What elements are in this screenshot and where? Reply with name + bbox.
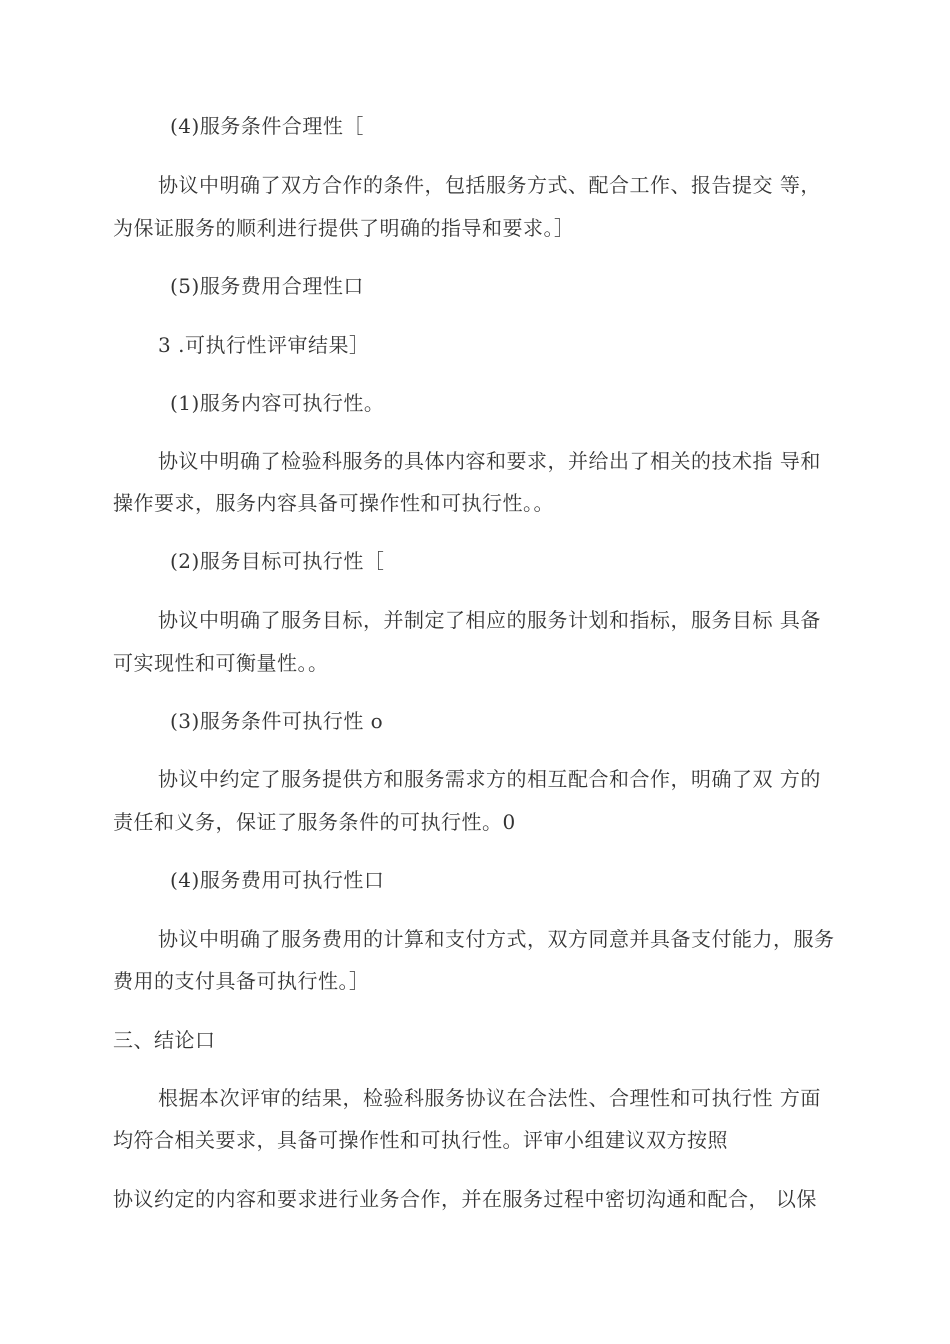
paragraph-line: 根据本次评审的结果，检验科服务协议在合法性、合理性和可执行性 方面	[158, 1086, 821, 1110]
heading-service-conditions-executability: (3)服务条件可执行性 o	[170, 709, 384, 733]
paragraph-line: 均符合相关要求，具备可操作性和可执行性。评审小组建议双方按照	[113, 1128, 728, 1152]
paragraph-line: 协议中约定了服务提供方和服务需求方的相互配合和合作，明确了双 方的	[158, 767, 821, 791]
heading-executability-review-results: 3 .可执行性评审结果］	[158, 333, 370, 357]
paragraph-line: 协议中明确了检验科服务的具体内容和要求，并给出了相关的技术指 导和	[158, 449, 821, 473]
paragraph-line: 责任和义务，保证了服务条件的可执行性。0	[113, 810, 516, 834]
section-heading-conclusion: 三、结论口	[113, 1028, 216, 1052]
heading-service-conditions-reasonableness: (4)服务条件合理性［	[170, 114, 364, 138]
paragraph-line: 协议中明确了服务费用的计算和支付方式，双方同意并具备支付能力，服务	[158, 927, 835, 951]
heading-service-goal-executability: (2)服务目标可执行性［	[170, 549, 385, 573]
paragraph-line: 费用的支付具备可执行性。］	[113, 969, 370, 993]
paragraph-line: 协议中明确了双方合作的条件，包括服务方式、配合工作、报告提交 等，	[158, 173, 821, 197]
heading-service-fee-executability: (4)服务费用可执行性口	[170, 868, 385, 892]
paragraph-line: 协议中明确了服务目标，并制定了相应的服务计划和指标，服务目标 具备	[158, 608, 821, 632]
paragraph-line: 为保证服务的顺利进行提供了明确的指导和要求。］	[113, 216, 575, 240]
paragraph-line: 可实现性和可衡量性。。	[113, 651, 329, 675]
paragraph-line: 操作要求，服务内容具备可操作性和可执行性。。	[113, 491, 554, 515]
heading-service-content-executability: (1)服务内容可执行性。	[170, 391, 385, 415]
paragraph-line: 协议约定的内容和要求进行业务合作，并在服务过程中密切沟通和配合， 以保	[113, 1187, 817, 1211]
heading-service-fee-reasonableness: (5)服务费用合理性口	[170, 274, 364, 298]
